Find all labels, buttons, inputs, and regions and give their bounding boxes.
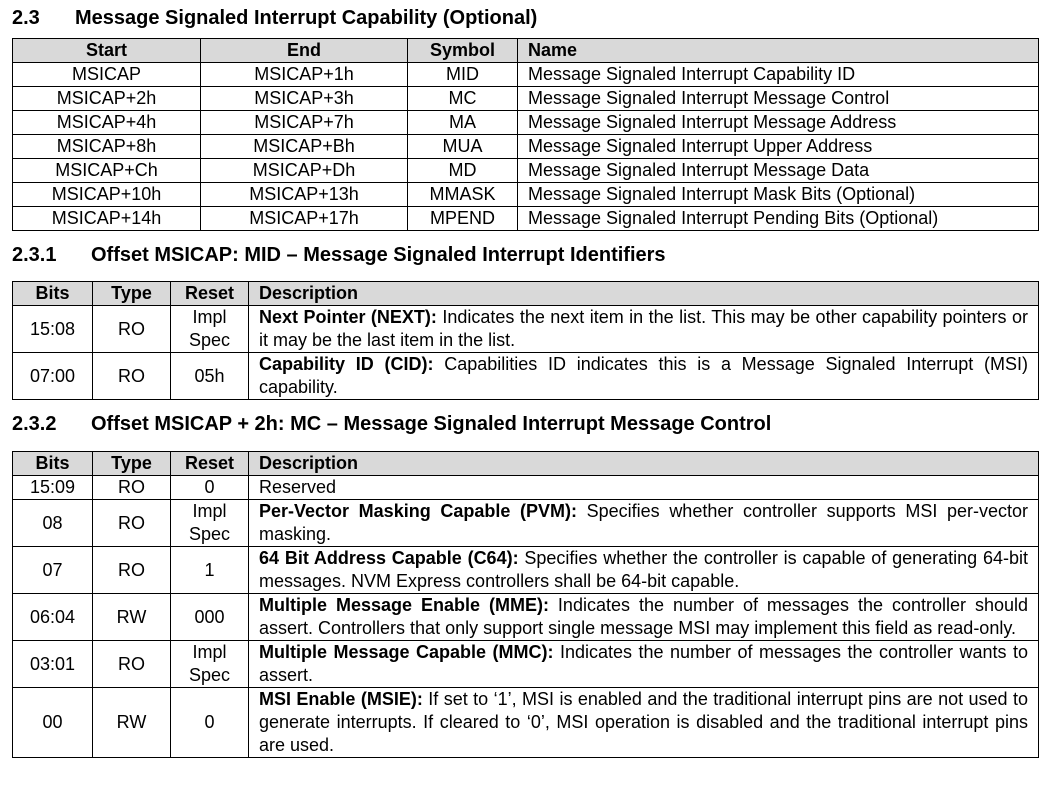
cell-description [249,500,1039,547]
msi-capability-table [12,38,1039,231]
cell-start: MSICAP+14h [13,207,201,231]
cell-end: MSICAP+1h [201,63,408,87]
cell-description [249,476,1039,500]
cell-end: MSICAP+13h [201,183,408,207]
table-row [13,111,1039,135]
table-row [13,87,1039,111]
col-header-type: Type [93,452,171,476]
cell-bits: 00 [13,688,93,758]
table-row [13,547,1039,594]
col-header-reset: Reset [171,282,249,306]
reset-line: Spec [188,665,231,685]
col-header-start: Start [13,39,201,63]
col-header-bits: Bits [13,452,93,476]
cell-description [249,547,1039,594]
table-row [13,306,1039,353]
table-row [13,594,1039,641]
cell-type: RO [93,641,171,688]
section-title: Message Signaled Interrupt Capability (Optional) [75,7,538,29]
cell-name: Message Signaled Interrupt Mask Bits (Optional) [518,183,1039,207]
field-text: Indicates the next item in the list. This may be other capability pointers or it may be the last item in the list. [259,307,1028,350]
section-heading-2-3-2 [12,412,771,436]
field-name: Capability ID (CID): [259,354,434,374]
field-name: MSI Enable (MSIE): [259,689,423,709]
cell-type: RO [93,500,171,547]
cell-start: MSICAP [13,63,201,87]
field-text: Indicates the number of messages the controller should assert. Controllers that only support single message MSI may implement this field as read-only. [259,595,1028,638]
table-header-row [13,282,1039,306]
cell-name: Message Signaled Interrupt Capability ID [518,63,1039,87]
cell-reset [171,306,249,353]
cell-type: RO [93,306,171,353]
table-row [13,183,1039,207]
cell-symbol: MC [408,87,518,111]
cell-description [249,641,1039,688]
field-name: Multiple Message Capable (MMC): [259,642,554,662]
table-row [13,641,1039,688]
col-header-description: Description [249,282,1039,306]
cell-bits: 15:09 [13,476,93,500]
cell-reset: 0 [171,476,249,500]
section-number: 2.3.2 [12,413,57,435]
mid-register-table [12,281,1039,400]
table-row [13,159,1039,183]
field-text: If set to ‘1’, MSI is enabled and the traditional interrupt pins are not used to generate interrupts. If cleared to ‘0’, MSI operation is disabled and the traditional interrupt pins are used. [259,689,1028,755]
section-heading-2-3-1 [12,243,666,267]
reset-line: Spec [188,330,231,350]
table-row [13,353,1039,400]
cell-name: Message Signaled Interrupt Message Control [518,87,1039,111]
col-header-bits: Bits [13,282,93,306]
cell-symbol: MA [408,111,518,135]
cell-description [249,594,1039,641]
cell-type: RO [93,476,171,500]
field-text: Reserved [259,477,337,497]
cell-end: MSICAP+17h [201,207,408,231]
field-name: Multiple Message Enable (MME): [259,595,549,615]
cell-start: MSICAP+Ch [13,159,201,183]
col-header-symbol: Symbol [408,39,518,63]
section-heading-2-3 [12,6,537,30]
field-text: Indicates the number of messages the controller wants to assert. [259,642,1028,685]
col-header-reset: Reset [171,452,249,476]
section-number: 2.3 [12,7,40,29]
field-name: Next Pointer (NEXT): [259,307,437,327]
field-text: Specifies whether the controller is capable of generating 64-bit messages. NVM Express controllers shall be 64-bit capable. [259,548,1029,591]
cell-type: RW [93,594,171,641]
cell-start: MSICAP+4h [13,111,201,135]
reset-line: Impl [192,307,227,327]
table-header-row [13,39,1039,63]
cell-description [249,688,1039,758]
table-row [13,500,1039,547]
cell-bits: 07 [13,547,93,594]
cell-name: Message Signaled Interrupt Upper Address [518,135,1039,159]
cell-start: MSICAP+2h [13,87,201,111]
mc-register-table [12,451,1039,758]
field-name: 64 Bit Address Capable (C64): [259,548,519,568]
table-row [13,688,1039,758]
cell-description [249,306,1039,353]
col-header-type: Type [93,282,171,306]
cell-reset: 000 [171,594,249,641]
col-header-end: End [201,39,408,63]
cell-type: RW [93,688,171,758]
cell-symbol: MMASK [408,183,518,207]
cell-name: Message Signaled Interrupt Pending Bits (Optional) [518,207,1039,231]
cell-bits: 06:04 [13,594,93,641]
table-header-row [13,452,1039,476]
cell-start: MSICAP+10h [13,183,201,207]
field-text: Capabilities ID indicates this is a Message Signaled Interrupt (MSI) capability. [259,354,1028,397]
cell-description [249,353,1039,400]
cell-end: MSICAP+Dh [201,159,408,183]
table-row [13,135,1039,159]
field-name: Per-Vector Masking Capable (PVM): [259,501,577,521]
section-title: Offset MSICAP: MID – Message Signaled Interrupt Identifiers [91,244,666,266]
cell-end: MSICAP+3h [201,87,408,111]
cell-end: MSICAP+Bh [201,135,408,159]
cell-reset: 05h [171,353,249,400]
cell-end: MSICAP+7h [201,111,408,135]
cell-symbol: MD [408,159,518,183]
table-row [13,207,1039,231]
cell-type: RO [93,547,171,594]
cell-reset [171,500,249,547]
reset-line: Impl [192,501,227,521]
cell-reset [171,641,249,688]
col-header-name: Name [518,39,1039,63]
cell-symbol: MID [408,63,518,87]
section-title: Offset MSICAP + 2h: MC – Message Signaled Interrupt Message Control [91,413,772,435]
cell-reset: 1 [171,547,249,594]
cell-bits: 03:01 [13,641,93,688]
reset-line: Impl [192,642,227,662]
field-text: Specifies whether controller supports MSI per-vector masking. [259,501,1028,544]
col-header-description: Description [249,452,1039,476]
cell-start: MSICAP+8h [13,135,201,159]
cell-bits: 07:00 [13,353,93,400]
reset-line: Spec [188,524,231,544]
table-row [13,476,1039,500]
section-number: 2.3.1 [12,244,57,266]
table-row [13,63,1039,87]
cell-name: Message Signaled Interrupt Message Data [518,159,1039,183]
cell-bits: 15:08 [13,306,93,353]
cell-type: RO [93,353,171,400]
cell-name: Message Signaled Interrupt Message Address [518,111,1039,135]
cell-symbol: MUA [408,135,518,159]
cell-bits: 08 [13,500,93,547]
cell-reset: 0 [171,688,249,758]
cell-symbol: MPEND [408,207,518,231]
